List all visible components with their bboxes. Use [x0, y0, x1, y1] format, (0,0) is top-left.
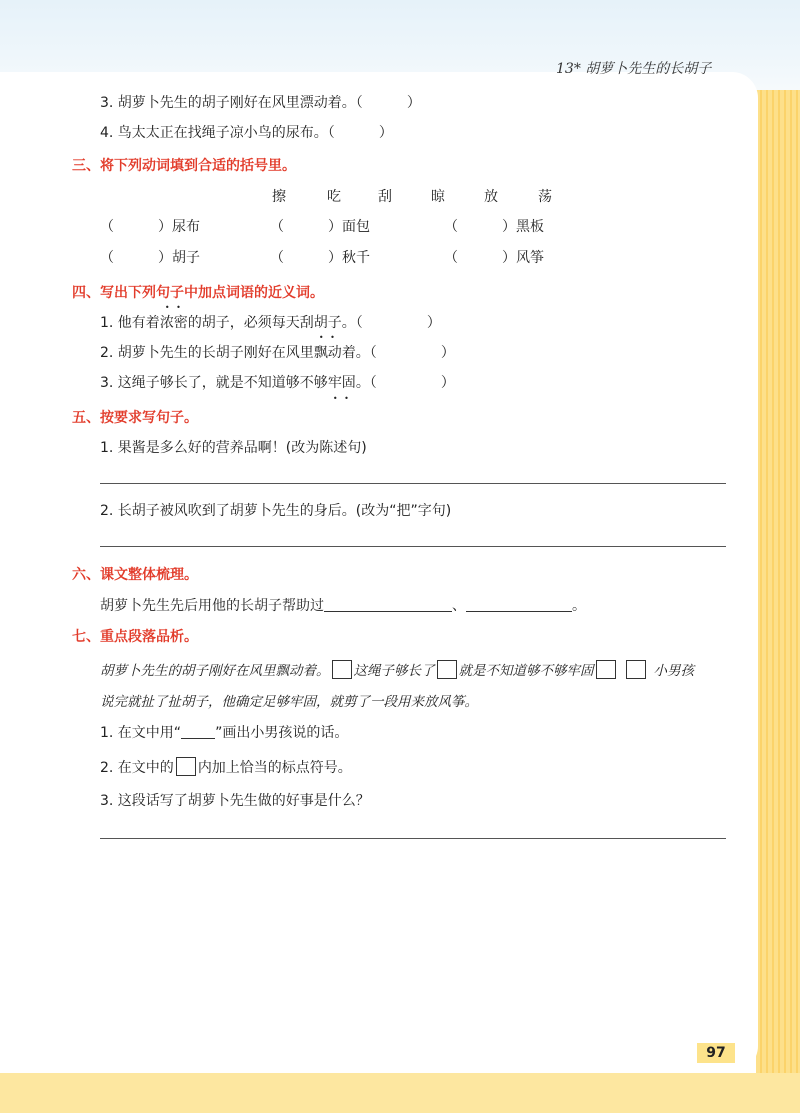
verb-3: 刮 — [378, 189, 392, 205]
passage-line-2: 说完就扯了扯胡子，他确定足够牢固，就剪了一段用来放风筝。 — [100, 694, 478, 710]
fill-label: ）面包 — [328, 219, 370, 235]
blank-open: （ — [100, 219, 114, 235]
prev-item-4: 4. 鸟太太正在找绳子凉小鸟的尿布。（ ） — [100, 125, 393, 141]
analysis-q2: 2. 在文中的 内加上恰当的标点符号。 — [100, 757, 352, 777]
rewrite-item-1: 1. 果酱是多么好的营养品啊！(改为陈述句) — [100, 440, 367, 456]
bottom-background-band — [0, 1073, 800, 1113]
blank-open: （ — [100, 250, 114, 266]
fill-label: ）黑板 — [502, 219, 544, 235]
box-sample — [176, 757, 196, 776]
section5-heading: 五、按要求写句子。 — [72, 410, 198, 426]
analysis-q1: 1. 在文中用“ ”画出小男孩说的话。 — [100, 725, 349, 741]
answer-line[interactable] — [100, 483, 726, 484]
prev-item-3: 3. 胡萝卜先生的胡子刚好在风里漂动着。（ ） — [100, 95, 421, 111]
fill-blank-1[interactable] — [324, 597, 452, 612]
section3-heading: 三、将下列动词填到合适的括号里。 — [72, 158, 296, 174]
summary-sentence: 胡萝卜先生先后用他的长胡子帮助过 、 。 — [100, 598, 586, 614]
answer-line[interactable] — [100, 546, 726, 547]
answer-line[interactable] — [100, 838, 726, 839]
blank-open: （ — [270, 219, 284, 235]
rewrite-item-2: 2. 长胡子被风吹到了胡萝卜先生的身后。(改为“把”字句) — [100, 503, 452, 519]
section4-heading: 四、写出下列句子中加点词语的近义词。 — [72, 285, 324, 301]
fill-blank-2[interactable] — [466, 597, 572, 612]
fill-label: ）秋千 — [328, 250, 370, 266]
dotted-word: 牢固 • • — [328, 372, 356, 392]
page-number: 97 — [697, 1043, 735, 1063]
fill-label: ）风筝 — [502, 250, 544, 266]
chapter-title: 13* 胡萝卜先生的长胡子 — [556, 61, 712, 77]
dotted-word: 浓密 • • — [160, 312, 188, 332]
punctuation-box[interactable] — [437, 660, 457, 679]
synonym-item-2: 2. 胡萝卜先生的长胡子刚好在风里飘动 • •着。（ ） — [100, 342, 455, 362]
fill-label: ）胡子 — [158, 250, 200, 266]
punctuation-box[interactable] — [332, 660, 352, 679]
fill-label: ）尿布 — [158, 219, 200, 235]
dotted-word: 飘动 • • — [314, 342, 342, 362]
synonym-item-3: 3. 这绳子够长了，就是不知道够不够牢固 • •。（ ） — [100, 372, 455, 392]
verb-6: 荡 — [538, 189, 552, 205]
punctuation-box[interactable] — [626, 660, 646, 679]
blank-open: （ — [270, 250, 284, 266]
verb-2: 吃 — [327, 189, 341, 205]
analysis-q3: 3. 这段话写了胡萝卜先生做的好事是什么？ — [100, 793, 370, 809]
book-page-edge — [756, 90, 800, 1113]
verb-1: 擦 — [272, 189, 286, 205]
verb-5: 放 — [484, 189, 498, 205]
punctuation-box[interactable] — [596, 660, 616, 679]
section7-heading: 七、重点段落品析。 — [72, 629, 198, 645]
passage-line-1: 胡萝卜先生的胡子刚好在风里飘动着。 这绳子够长了 就是不知道够不够牢固 小男孩 — [100, 659, 694, 679]
section6-heading: 六、课文整体梳理。 — [72, 567, 198, 583]
blank-open: （ — [444, 250, 458, 266]
synonym-item-1: 1. 他有着浓密 • •的胡子，必须每天刮胡子。（ ） — [100, 312, 441, 332]
blank-open: （ — [444, 219, 458, 235]
underline-sample — [181, 724, 215, 739]
verb-4: 晾 — [431, 189, 445, 205]
